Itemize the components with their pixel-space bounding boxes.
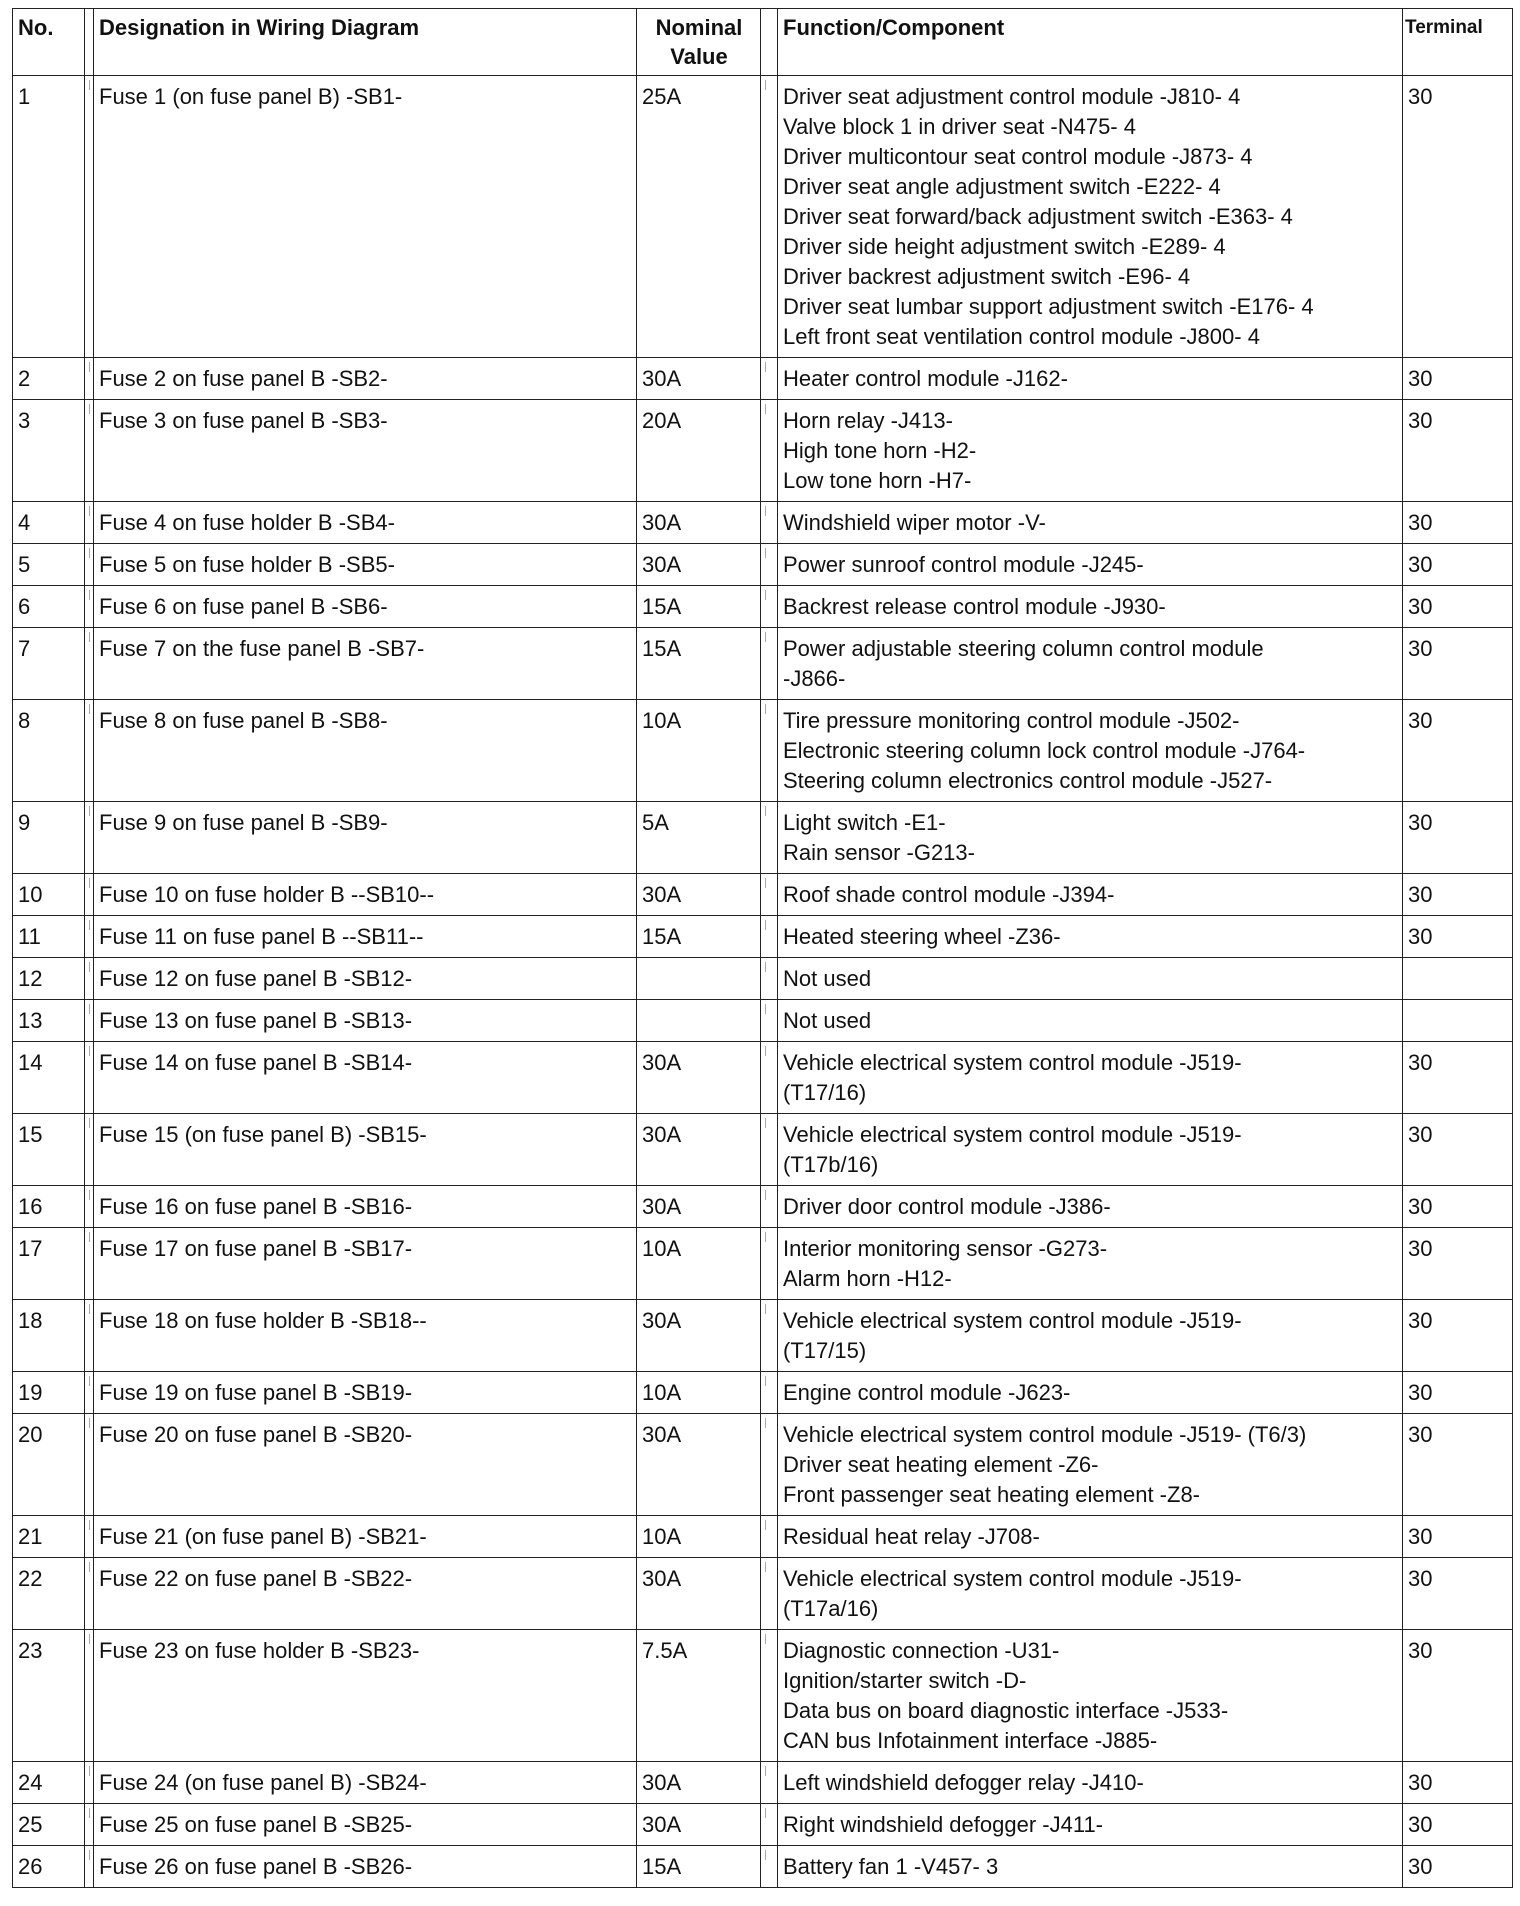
cell-nominal-value: 15A xyxy=(637,586,761,628)
function-line: Vehicle electrical system control module -J519- xyxy=(783,1122,1242,1147)
cell-designation: Fuse 16 on fuse panel B -SB16- xyxy=(94,1186,637,1228)
cell-function-component xyxy=(778,874,1403,916)
table-row xyxy=(13,628,1513,700)
cell-no: 11 xyxy=(13,916,85,958)
cell-spacer xyxy=(85,1228,94,1300)
cell-function-component xyxy=(778,1042,1403,1114)
cell-function-component xyxy=(778,916,1403,958)
cell-spacer xyxy=(761,1558,778,1630)
header-spacer xyxy=(85,9,94,76)
cell-nominal-value: 30A xyxy=(637,1114,761,1186)
cell-terminal: 30 xyxy=(1403,586,1513,628)
header-terminal: Terminal xyxy=(1403,9,1513,76)
cell-no: 18 xyxy=(13,1300,85,1372)
function-line: Vehicle electrical system control module -J519- xyxy=(783,1308,1242,1333)
fuse-table-container xyxy=(12,8,1512,1888)
cell-no: 23 xyxy=(13,1630,85,1762)
function-line: Vehicle electrical system control module -J519- xyxy=(783,1050,1242,1075)
cell-designation: Fuse 17 on fuse panel B -SB17- xyxy=(94,1228,637,1300)
cell-terminal: 30 xyxy=(1403,1630,1513,1762)
function-line: Driver seat forward/back adjustment switch -E363- 4 xyxy=(783,204,1293,229)
cell-no: 22 xyxy=(13,1558,85,1630)
function-line: Front passenger seat heating element -Z8- xyxy=(783,1482,1201,1507)
cell-nominal-value: 30A xyxy=(637,502,761,544)
function-line: Right windshield defogger -J411- xyxy=(783,1812,1103,1837)
cell-designation: Fuse 10 on fuse holder B --SB10-- xyxy=(94,874,637,916)
cell-function-component xyxy=(778,1558,1403,1630)
cell-function-component xyxy=(778,802,1403,874)
table-row xyxy=(13,1114,1513,1186)
cell-no: 14 xyxy=(13,1042,85,1114)
function-line: Vehicle electrical system control module -J519- (T6/3) xyxy=(783,1422,1307,1447)
cell-spacer xyxy=(85,1000,94,1042)
cell-terminal: 30 xyxy=(1403,1762,1513,1804)
cell-function-component xyxy=(778,544,1403,586)
header-no: No. xyxy=(13,9,85,76)
cell-designation: Fuse 20 on fuse panel B -SB20- xyxy=(94,1414,637,1516)
table-row xyxy=(13,802,1513,874)
cell-nominal-value: 30A xyxy=(637,1300,761,1372)
cell-no: 19 xyxy=(13,1372,85,1414)
header-function-component: Function/Component xyxy=(778,9,1403,76)
cell-designation: Fuse 5 on fuse holder B -SB5- xyxy=(94,544,637,586)
cell-spacer xyxy=(85,958,94,1000)
cell-no: 7 xyxy=(13,628,85,700)
cell-spacer xyxy=(85,874,94,916)
table-row xyxy=(13,958,1513,1000)
function-line: Power adjustable steering column control module xyxy=(783,636,1264,661)
cell-terminal: 30 xyxy=(1403,874,1513,916)
function-line: Heater control module -J162- xyxy=(783,366,1068,391)
cell-no: 20 xyxy=(13,1414,85,1516)
cell-nominal-value xyxy=(637,1000,761,1042)
cell-spacer xyxy=(85,502,94,544)
function-line: (T17/16) xyxy=(783,1080,867,1105)
cell-no: 3 xyxy=(13,400,85,502)
function-line: Low tone horn -H7- xyxy=(783,468,972,493)
function-line: Residual heat relay -J708- xyxy=(783,1524,1040,1549)
cell-nominal-value: 25A xyxy=(637,76,761,358)
cell-spacer xyxy=(85,586,94,628)
cell-no: 16 xyxy=(13,1186,85,1228)
cell-spacer xyxy=(761,1042,778,1114)
cell-spacer xyxy=(85,1414,94,1516)
cell-spacer xyxy=(761,1000,778,1042)
cell-function-component xyxy=(778,1414,1403,1516)
table-row xyxy=(13,586,1513,628)
table-row xyxy=(13,400,1513,502)
cell-terminal: 30 xyxy=(1403,916,1513,958)
function-line: Electronic steering column lock control module -J764- xyxy=(783,738,1306,763)
cell-function-component xyxy=(778,628,1403,700)
cell-terminal: 30 xyxy=(1403,1372,1513,1414)
function-line: Horn relay -J413- xyxy=(783,408,953,433)
cell-no: 15 xyxy=(13,1114,85,1186)
function-line: Driver door control module -J386- xyxy=(783,1194,1111,1219)
table-row xyxy=(13,502,1513,544)
table-row xyxy=(13,1300,1513,1372)
function-line: Left front seat ventilation control module -J800- 4 xyxy=(783,324,1260,349)
cell-spacer xyxy=(85,700,94,802)
cell-no: 2 xyxy=(13,358,85,400)
cell-nominal-value: 30A xyxy=(637,544,761,586)
cell-spacer xyxy=(761,544,778,586)
cell-function-component xyxy=(778,400,1403,502)
table-row xyxy=(13,1558,1513,1630)
table-row xyxy=(13,1630,1513,1762)
fuse-table xyxy=(12,8,1513,1888)
function-line: Power sunroof control module -J245- xyxy=(783,552,1144,577)
cell-nominal-value: 30A xyxy=(637,1186,761,1228)
cell-spacer xyxy=(761,628,778,700)
table-row xyxy=(13,700,1513,802)
cell-spacer xyxy=(761,916,778,958)
cell-no: 21 xyxy=(13,1516,85,1558)
cell-designation: Fuse 24 (on fuse panel B) -SB24- xyxy=(94,1762,637,1804)
cell-terminal: 30 xyxy=(1403,358,1513,400)
cell-no: 17 xyxy=(13,1228,85,1300)
function-line: Driver multicontour seat control module -J873- 4 xyxy=(783,144,1253,169)
function-line: (T17/15) xyxy=(783,1338,867,1363)
header-spacer xyxy=(761,9,778,76)
cell-designation: Fuse 14 on fuse panel B -SB14- xyxy=(94,1042,637,1114)
function-line: Heated steering wheel -Z36- xyxy=(783,924,1061,949)
function-line: Vehicle electrical system control module -J519- xyxy=(783,1566,1242,1591)
cell-spacer xyxy=(761,1228,778,1300)
table-row xyxy=(13,544,1513,586)
cell-no: 26 xyxy=(13,1846,85,1888)
function-line: Tire pressure monitoring control module -J502- xyxy=(783,708,1240,733)
cell-spacer xyxy=(761,1414,778,1516)
cell-spacer xyxy=(85,1114,94,1186)
cell-spacer xyxy=(85,1372,94,1414)
cell-terminal: 30 xyxy=(1403,1516,1513,1558)
header-designation: Designation in Wiring Diagram xyxy=(94,9,637,76)
cell-terminal: 30 xyxy=(1403,1558,1513,1630)
cell-nominal-value: 30A xyxy=(637,1042,761,1114)
cell-spacer xyxy=(85,1042,94,1114)
table-row xyxy=(13,1804,1513,1846)
cell-nominal-value: 5A xyxy=(637,802,761,874)
function-line: Not used xyxy=(783,1008,872,1033)
cell-spacer xyxy=(761,1516,778,1558)
cell-spacer xyxy=(761,1372,778,1414)
cell-nominal-value: 30A xyxy=(637,1804,761,1846)
cell-spacer xyxy=(761,1804,778,1846)
cell-no: 24 xyxy=(13,1762,85,1804)
cell-spacer xyxy=(85,1630,94,1762)
cell-spacer xyxy=(85,1846,94,1888)
function-line: Rain sensor -G213- xyxy=(783,840,975,865)
cell-nominal-value: 15A xyxy=(637,916,761,958)
cell-nominal-value xyxy=(637,958,761,1000)
cell-spacer xyxy=(761,400,778,502)
cell-no: 9 xyxy=(13,802,85,874)
function-line: High tone horn -H2- xyxy=(783,438,977,463)
function-line: Driver seat adjustment control module -J810- 4 xyxy=(783,84,1241,109)
cell-designation: Fuse 22 on fuse panel B -SB22- xyxy=(94,1558,637,1630)
cell-terminal: 30 xyxy=(1403,1300,1513,1372)
cell-designation: Fuse 8 on fuse panel B -SB8- xyxy=(94,700,637,802)
cell-designation: Fuse 1 (on fuse panel B) -SB1- xyxy=(94,76,637,358)
function-line: Not used xyxy=(783,966,872,991)
function-line: CAN bus Infotainment interface -J885- xyxy=(783,1728,1158,1753)
function-line: Driver seat lumbar support adjustment switch -E176- 4 xyxy=(783,294,1314,319)
cell-spacer xyxy=(761,358,778,400)
cell-terminal xyxy=(1403,1000,1513,1042)
function-line: Windshield wiper motor -V- xyxy=(783,510,1046,535)
cell-spacer xyxy=(761,874,778,916)
cell-nominal-value: 10A xyxy=(637,1228,761,1300)
cell-designation: Fuse 21 (on fuse panel B) -SB21- xyxy=(94,1516,637,1558)
cell-designation: Fuse 7 on the fuse panel B -SB7- xyxy=(94,628,637,700)
function-line: Left windshield defogger relay -J410- xyxy=(783,1770,1144,1795)
cell-designation: Fuse 2 on fuse panel B -SB2- xyxy=(94,358,637,400)
cell-terminal: 30 xyxy=(1403,1186,1513,1228)
cell-designation: Fuse 23 on fuse holder B -SB23- xyxy=(94,1630,637,1762)
cell-designation: Fuse 18 on fuse holder B -SB18-- xyxy=(94,1300,637,1372)
cell-function-component xyxy=(778,1846,1403,1888)
cell-function-component xyxy=(778,1114,1403,1186)
header-nominal-value: Nominal Value xyxy=(637,9,761,76)
cell-function-component xyxy=(778,76,1403,358)
cell-spacer xyxy=(85,1558,94,1630)
function-line: Alarm horn -H12- xyxy=(783,1266,952,1291)
cell-spacer xyxy=(761,958,778,1000)
cell-function-component xyxy=(778,358,1403,400)
function-line: Valve block 1 in driver seat -N475- 4 xyxy=(783,114,1136,139)
cell-no: 1 xyxy=(13,76,85,358)
function-line: Driver seat angle adjustment switch -E222- 4 xyxy=(783,174,1221,199)
cell-designation: Fuse 26 on fuse panel B -SB26- xyxy=(94,1846,637,1888)
cell-spacer xyxy=(761,802,778,874)
cell-spacer xyxy=(85,1762,94,1804)
function-line: Diagnostic connection -U31- xyxy=(783,1638,1060,1663)
cell-spacer xyxy=(761,502,778,544)
function-line: Ignition/starter switch -D- xyxy=(783,1668,1027,1693)
cell-nominal-value: 30A xyxy=(637,358,761,400)
cell-function-component xyxy=(778,1762,1403,1804)
cell-no: 4 xyxy=(13,502,85,544)
cell-no: 10 xyxy=(13,874,85,916)
cell-terminal: 30 xyxy=(1403,1804,1513,1846)
table-row xyxy=(13,916,1513,958)
cell-designation: Fuse 15 (on fuse panel B) -SB15- xyxy=(94,1114,637,1186)
table-row xyxy=(13,1762,1513,1804)
cell-function-component xyxy=(778,1300,1403,1372)
cell-function-component xyxy=(778,1630,1403,1762)
table-row xyxy=(13,1516,1513,1558)
cell-designation: Fuse 25 on fuse panel B -SB25- xyxy=(94,1804,637,1846)
cell-function-component xyxy=(778,1804,1403,1846)
cell-terminal: 30 xyxy=(1403,400,1513,502)
cell-function-component xyxy=(778,1372,1403,1414)
cell-designation: Fuse 6 on fuse panel B -SB6- xyxy=(94,586,637,628)
cell-terminal: 30 xyxy=(1403,76,1513,358)
cell-nominal-value: 30A xyxy=(637,1558,761,1630)
cell-no: 13 xyxy=(13,1000,85,1042)
table-row xyxy=(13,358,1513,400)
cell-spacer xyxy=(85,628,94,700)
cell-nominal-value: 30A xyxy=(637,1762,761,1804)
cell-spacer xyxy=(761,1630,778,1762)
cell-function-component xyxy=(778,1000,1403,1042)
cell-terminal xyxy=(1403,958,1513,1000)
cell-spacer xyxy=(761,700,778,802)
cell-designation: Fuse 13 on fuse panel B -SB13- xyxy=(94,1000,637,1042)
cell-spacer xyxy=(761,586,778,628)
cell-spacer xyxy=(85,1516,94,1558)
function-line: Driver side height adjustment switch -E289- 4 xyxy=(783,234,1226,259)
cell-spacer xyxy=(761,1186,778,1228)
cell-designation: Fuse 9 on fuse panel B -SB9- xyxy=(94,802,637,874)
cell-designation: Fuse 3 on fuse panel B -SB3- xyxy=(94,400,637,502)
cell-terminal: 30 xyxy=(1403,628,1513,700)
cell-spacer xyxy=(761,76,778,358)
cell-spacer xyxy=(85,802,94,874)
cell-terminal: 30 xyxy=(1403,1846,1513,1888)
cell-function-component xyxy=(778,958,1403,1000)
function-line: -J866- xyxy=(783,666,846,691)
table-row xyxy=(13,1846,1513,1888)
cell-nominal-value: 20A xyxy=(637,400,761,502)
header-row xyxy=(13,9,1513,76)
cell-no: 12 xyxy=(13,958,85,1000)
fuse-table-body xyxy=(13,76,1513,1888)
cell-designation: Fuse 12 on fuse panel B -SB12- xyxy=(94,958,637,1000)
function-line: Light switch -E1- xyxy=(783,810,946,835)
function-line: Driver seat heating element -Z6- xyxy=(783,1452,1099,1477)
cell-spacer xyxy=(761,1114,778,1186)
cell-no: 5 xyxy=(13,544,85,586)
function-line: Engine control module -J623- xyxy=(783,1380,1071,1405)
cell-designation: Fuse 19 on fuse panel B -SB19- xyxy=(94,1372,637,1414)
cell-terminal: 30 xyxy=(1403,502,1513,544)
cell-spacer xyxy=(85,544,94,586)
cell-function-component xyxy=(778,700,1403,802)
cell-designation: Fuse 4 on fuse holder B -SB4- xyxy=(94,502,637,544)
cell-terminal: 30 xyxy=(1403,544,1513,586)
function-line: Roof shade control module -J394- xyxy=(783,882,1115,907)
table-row xyxy=(13,1000,1513,1042)
cell-nominal-value: 30A xyxy=(637,874,761,916)
cell-function-component xyxy=(778,502,1403,544)
cell-spacer xyxy=(761,1300,778,1372)
function-line: (T17a/16) xyxy=(783,1596,879,1621)
cell-terminal: 30 xyxy=(1403,1114,1513,1186)
function-line: (T17b/16) xyxy=(783,1152,879,1177)
table-row xyxy=(13,1042,1513,1114)
cell-spacer xyxy=(85,1186,94,1228)
cell-spacer xyxy=(85,1300,94,1372)
cell-terminal: 30 xyxy=(1403,1228,1513,1300)
table-row xyxy=(13,1414,1513,1516)
function-line: Battery fan 1 -V457- 3 xyxy=(783,1854,999,1879)
cell-spacer xyxy=(85,358,94,400)
cell-nominal-value: 10A xyxy=(637,1372,761,1414)
cell-spacer xyxy=(761,1846,778,1888)
function-line: Steering column electronics control module -J527- xyxy=(783,768,1273,793)
cell-nominal-value: 10A xyxy=(637,700,761,802)
cell-no: 8 xyxy=(13,700,85,802)
cell-spacer xyxy=(85,76,94,358)
cell-function-component xyxy=(778,1186,1403,1228)
table-row xyxy=(13,1228,1513,1300)
cell-no: 6 xyxy=(13,586,85,628)
cell-no: 25 xyxy=(13,1804,85,1846)
cell-spacer xyxy=(85,916,94,958)
function-line: Data bus on board diagnostic interface -J533- xyxy=(783,1698,1229,1723)
cell-nominal-value: 15A xyxy=(637,1846,761,1888)
cell-designation: Fuse 11 on fuse panel B --SB11-- xyxy=(94,916,637,958)
table-row xyxy=(13,874,1513,916)
cell-spacer xyxy=(85,1804,94,1846)
cell-terminal: 30 xyxy=(1403,700,1513,802)
cell-terminal: 30 xyxy=(1403,1042,1513,1114)
cell-nominal-value: 7.5A xyxy=(637,1630,761,1762)
cell-terminal: 30 xyxy=(1403,1414,1513,1516)
cell-nominal-value: 30A xyxy=(637,1414,761,1516)
cell-function-component xyxy=(778,1228,1403,1300)
function-line: Backrest release control module -J930- xyxy=(783,594,1166,619)
cell-nominal-value: 10A xyxy=(637,1516,761,1558)
table-row xyxy=(13,1186,1513,1228)
cell-nominal-value: 15A xyxy=(637,628,761,700)
function-line: Driver backrest adjustment switch -E96- 4 xyxy=(783,264,1191,289)
table-row xyxy=(13,76,1513,358)
table-row xyxy=(13,1372,1513,1414)
cell-function-component xyxy=(778,1516,1403,1558)
function-line: Interior monitoring sensor -G273- xyxy=(783,1236,1108,1261)
cell-function-component xyxy=(778,586,1403,628)
cell-spacer xyxy=(761,1762,778,1804)
cell-spacer xyxy=(85,400,94,502)
cell-terminal: 30 xyxy=(1403,802,1513,874)
